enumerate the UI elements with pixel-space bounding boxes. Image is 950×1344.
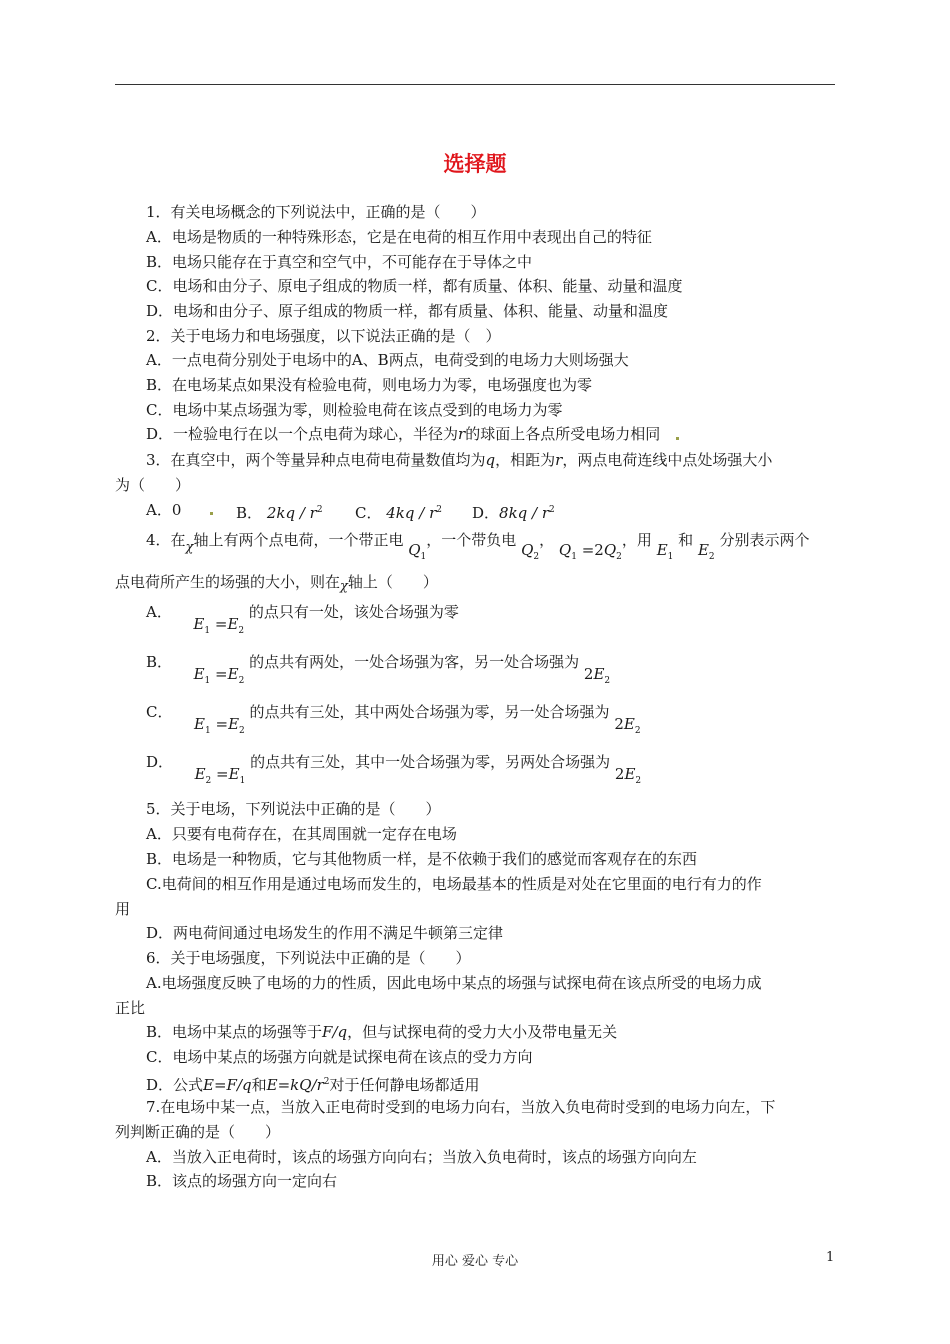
q4-option-d: D． $E_2 =E_1$ 的点共有三处，其中一处合场强为零，另两处合场强为 $2E_2$	[146, 753, 642, 786]
q3-option-a: A．0	[146, 501, 182, 519]
q1-option-c: C．电场和由分子、原电子组成的物质一样，都有质量、体积、能量、动量和温度	[146, 277, 683, 295]
q1-option-d: D．电场和由分子、原子组成的物质一样，都有质量、体积、能量、动量和温度	[146, 302, 669, 320]
q1-option-b: B．电场只能存在于真空和空气中，不可能存在于导体之中	[146, 253, 533, 271]
q6-option-a-line1: A.电场强度反映了电场的力的性质，因此电场中某点的场强与试探电荷在该点所受的电场力成	[146, 974, 762, 992]
q1-option-a: A．电场是物质的一种特殊形态，它是在电荷的相互作用中表现出自己的特征	[146, 228, 652, 246]
q6-option-c: C．电场中某点的场强方向就是试探电荷在该点的受力方向	[146, 1048, 533, 1066]
q3-option-c: C． $4kq / r^2$	[355, 504, 442, 522]
q5-stem: 5．关于电场，下列说法中正确的是（ ）	[146, 800, 441, 818]
q4-stem-line2: 点电荷所产生的场强的大小，则在χ轴上（ ）	[115, 573, 438, 594]
header-rule	[115, 84, 835, 85]
q2-option-b: B．在电场某点如果没有检验电荷，则电场力为零，电场强度也为零	[146, 376, 593, 394]
q6-stem: 6．关于电场强度，下列说法中正确的是（ ）	[146, 949, 471, 967]
q3-option-b: B． $2kq / r^2$	[236, 504, 323, 522]
q5-option-d: D．两电荷间通过电场发生的作用不满足牛顿第三定律	[146, 924, 504, 942]
q5-option-b: B．电场是一种物质，它与其他物质一样，是不依赖于我们的感觉而客观存在的东西	[146, 850, 698, 868]
page-number: 1	[826, 1250, 835, 1265]
q2-option-d: D．一检验电行在以一个点电荷为球心，半径为r的球面上各点所受电场力相同	[146, 425, 661, 443]
q7-stem-line2: 列判断正确的是（ ）	[115, 1123, 281, 1141]
q2-option-a: A．一点电荷分别处于电场中的A、B两点，电荷受到的电场力大则场强大	[146, 351, 629, 369]
q5-option-c-line2: 用	[115, 900, 131, 918]
scan-dot	[676, 437, 679, 440]
q7-option-a: A．当放入正电荷时，该点的场强方向向右；当放入负电荷时，该点的场强方向向左	[146, 1148, 697, 1166]
q3-option-d: D．$8kq / r^2$	[472, 504, 555, 522]
q2-option-c: C．电场中某点场强为零，则检验电荷在该点受到的电场力为零	[146, 401, 563, 419]
q6-option-a-line2: 正比	[115, 999, 146, 1017]
q3-stem-line2: 为（ ）	[115, 476, 191, 494]
q4-option-a: A． $E_1 =E_2$ 的点只有一处，该处合场强为零	[146, 603, 459, 636]
footer-text: 用心 爱心 专心	[431, 1254, 519, 1269]
q2-stem: 2．关于电场力和电场强度，以下说法正确的是（ ）	[146, 327, 501, 345]
q7-stem-line1: 7.在电场中某一点，当放入正电荷时受到的电场力向右，当放入负电荷时受到的电场力向左，下	[146, 1098, 776, 1116]
page-title: 选择题	[443, 152, 507, 176]
q4-option-c: C． $E_1 =E_2$ 的点共有三处，其中两处合场强为零，另一处合场强为 $2E_2$	[146, 703, 641, 736]
q1-stem: 1．有关电场概念的下列说法中，正确的是（ ）	[146, 203, 486, 221]
q6-option-b: B．电场中某点的场强等于F/q，但与试探电荷的受力大小及带电量无关	[146, 1023, 618, 1041]
q6-option-d: D．公式E=F/q和$E=kQ/r^2$对于任何静电场都适用	[146, 1076, 480, 1094]
scan-dot	[210, 512, 213, 515]
q4-stem-line1: 4．在χ轴上有两个点电荷，一个带正电 $Q_1$，一个带负电 $Q_2$， $Q_1 =2Q_2$，用 $E_1$ 和 $E_2$ 分别表示两个	[146, 531, 810, 562]
q5-option-a: A．只要有电荷存在，在其周围就一定存在电场	[146, 825, 457, 843]
q7-option-b: B．该点的场强方向一定向右	[146, 1172, 338, 1190]
q5-option-c-line1: C.电荷间的相互作用是通过电场而发生的，电场最基本的性质是对处在它里面的电行有力的作	[146, 875, 762, 893]
q4-option-b: B． $E_1 =E_2$ 的点共有两处，一处合场强为客，另一处合场强为 $2E_2$	[146, 653, 611, 686]
q3-stem-line1: 3．在真空中，两个等量异种点电荷电荷量数值均为q，相距为r，两点电荷连线中点处场强大小	[146, 451, 773, 469]
